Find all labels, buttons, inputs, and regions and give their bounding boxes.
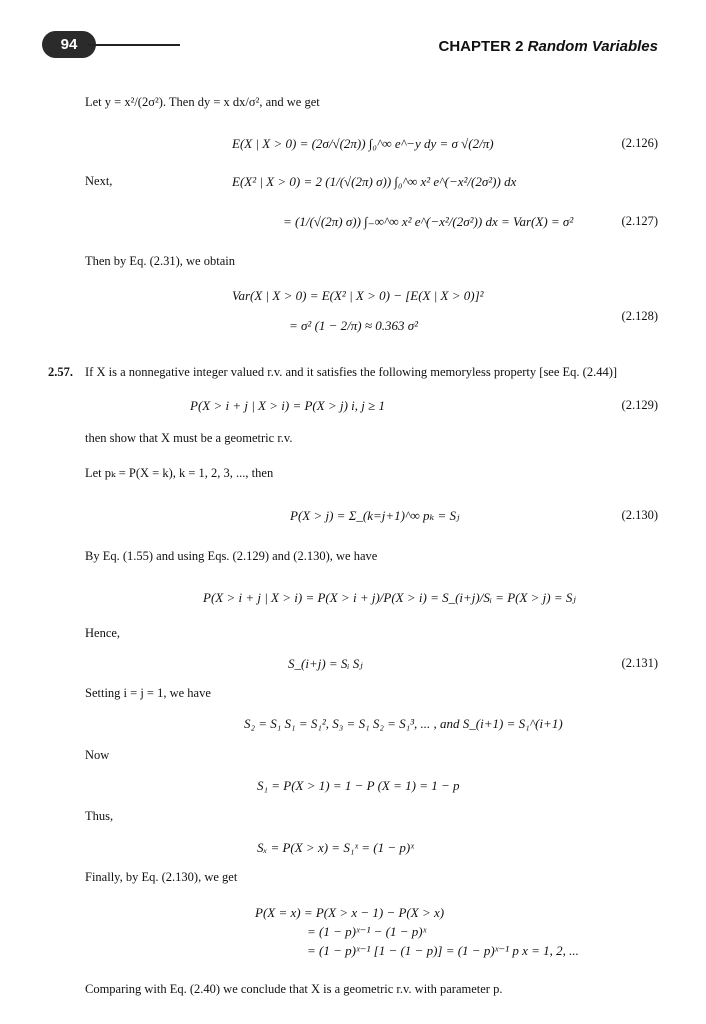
- text-finally: Finally, by Eq. (2.130), we get: [85, 870, 238, 884]
- text-let-y: Let y = x²/(2σ²). Then dy = x dx/σ², and we get: [85, 95, 320, 109]
- equation-number-2-130: (2.130): [621, 508, 658, 522]
- equation-2-126: E(X | X > 0) = (2σ/√(2π)) ∫₀^∞ e^−y dy = σ √(2/π): [232, 136, 494, 151]
- equation-2-128a: Var(X | X > 0) = E(X² | X > 0) − [E(X | X > 0)]²: [232, 288, 484, 303]
- equation-2-131: S_(i+j) = Sᵢ Sⱼ: [288, 656, 363, 671]
- equation-final-1: P(X = x) = P(X > x − 1) − P(X > x): [255, 905, 445, 920]
- equation-2-129: P(X > i + j | X > i) = P(X > j) i, j ≥ 1: [190, 398, 386, 413]
- equation-number-2-129: (2.129): [621, 398, 658, 412]
- text-by-eq: By Eq. (1.55) and using Eqs. (2.129) and (2.130), we have: [85, 549, 378, 563]
- equation-now: S₁ = P(X > 1) = 1 − P (X = 1) = 1 − p: [257, 778, 460, 793]
- equation-number-2-128: (2.128): [621, 309, 658, 323]
- problem-number: 2.57.: [48, 365, 73, 379]
- equation-conditional: P(X > i + j | X > i) = P(X > i + j)/P(X > i) = S_(i+j)/Sᵢ = P(X > j) = Sⱼ: [203, 590, 576, 605]
- equation-number-2-131: (2.131): [621, 656, 658, 670]
- page-number: 94: [60, 36, 78, 53]
- text-let-pk: Let pₖ = P(X = k), k = 1, 2, 3, ..., then: [85, 466, 274, 480]
- equation-final-3: = (1 − p)ˣ⁻¹ [1 − (1 − p)] = (1 − p)ˣ⁻¹ p x = 1, 2, ...: [307, 943, 579, 958]
- equation-next: E(X² | X > 0) = 2 (1/(√(2π) σ)) ∫₀^∞ x² e^(−x²/(2σ²)) dx: [232, 174, 517, 189]
- chapter-label: CHAPTER 2: [438, 38, 524, 55]
- chapter-title: Random Variables: [527, 38, 658, 55]
- text-comparing: Comparing with Eq. (2.40) we conclude that X is a geometric r.v. with parameter p.: [85, 982, 503, 996]
- text-then-show: then show that X must be a geometric r.v.: [85, 431, 293, 445]
- equation-number-2-126: (2.126): [621, 136, 658, 150]
- text-thus: Thus,: [85, 809, 114, 823]
- text-then-by: Then by Eq. (2.31), we obtain: [85, 254, 235, 268]
- equation-final-2: = (1 − p)ˣ⁻¹ − (1 − p)ˣ: [307, 924, 427, 939]
- header-rule: [88, 44, 180, 46]
- equation-number-2-127: (2.127): [621, 214, 658, 228]
- equation-setting: S₂ = S₁ S₁ = S₁², S₃ = S₁ S₂ = S₁³, ... , and S_(i+1) = S₁^(i+1): [244, 716, 563, 731]
- text-next: Next,: [85, 174, 113, 188]
- text-hence: Hence,: [85, 626, 121, 640]
- problem-statement: If X is a nonnegative integer valued r.v. and it satisfies the following memoryless property [see Eq. (2.44)]: [85, 365, 618, 379]
- chapter-heading: [438, 38, 658, 55]
- equation-2-127: = (1/(√(2π) σ)) ∫₋∞^∞ x² e^(−x²/(2σ²)) dx = Var(X) = σ²: [283, 214, 574, 229]
- equation-thus: Sₓ = P(X > x) = S₁ˣ = (1 − p)ˣ: [257, 840, 414, 855]
- equation-2-128b: = σ² (1 − 2/π) ≈ 0.363 σ²: [289, 318, 419, 333]
- equation-2-130: P(X > j) = Σ_(k=j+1)^∞ pₖ = Sⱼ: [290, 508, 460, 523]
- text-setting: Setting i = j = 1, we have: [85, 686, 211, 700]
- text-now: Now: [85, 748, 110, 762]
